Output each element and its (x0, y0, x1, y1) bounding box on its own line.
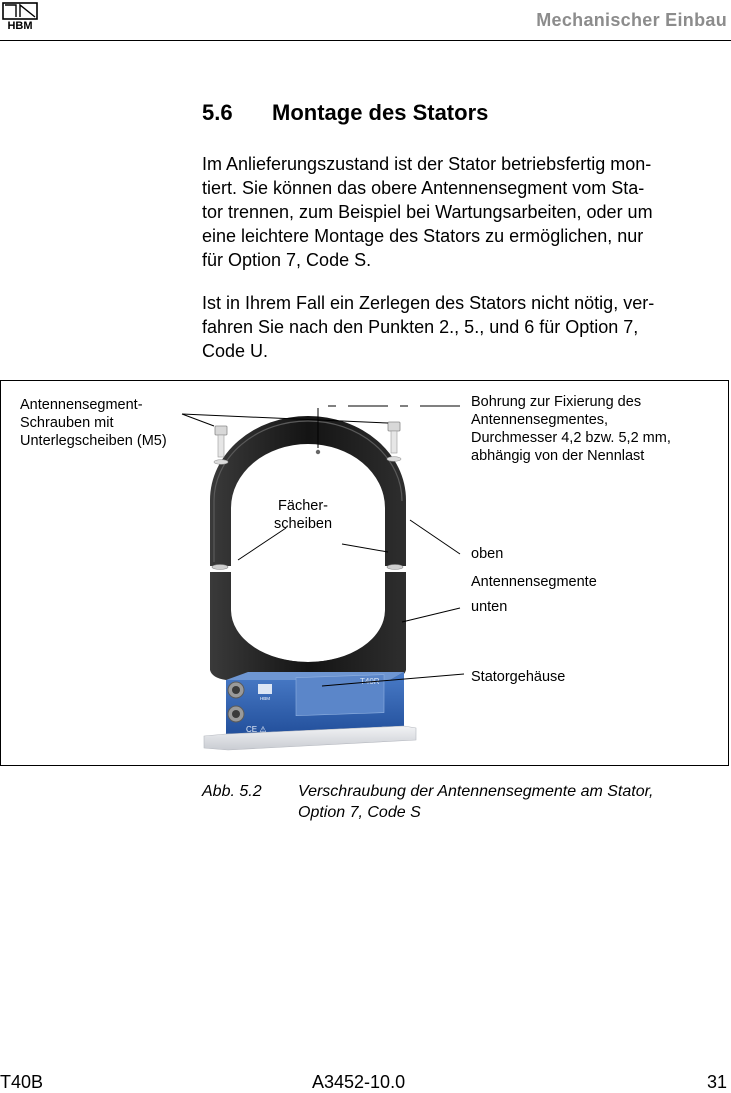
leader-screws-left (182, 414, 214, 426)
label-line: Schrauben mit (20, 415, 114, 431)
label-line: Unterlegscheiben (M5) (20, 433, 167, 449)
label-bottom: unten (471, 599, 508, 615)
fixing-bore (316, 450, 320, 454)
connector-lower (228, 706, 244, 722)
upper-antenna-segment (210, 416, 406, 566)
label-stator-housing: Statorgehäuse (471, 669, 566, 685)
ce-mark-text: CE ⚠ (246, 725, 267, 734)
footer-product: T40B (0, 1072, 44, 1092)
header-title: Mechanischer Einbau (536, 10, 727, 30)
paragraph-line: tor trennen, zum Beispiel bei Wartungsarbeiten, oder um (202, 202, 653, 222)
footer-document-number: A3452-10.0 (312, 1072, 406, 1092)
paragraph-line: fahren Sie nach den Punkten 2., 5., und 6 für Option 7, (202, 317, 639, 337)
paragraph-line: eine leichtere Montage des Stators zu ermöglichen, nur (202, 226, 644, 246)
label-line: Bohrung zur Fixierung des (471, 394, 642, 410)
hbm-logo-text: HBM (7, 20, 33, 30)
leader-bottom-segment (402, 608, 460, 622)
header-divider (0, 40, 731, 41)
label-line: scheiben (274, 516, 333, 532)
paragraph-line: Ist in Ihrem Fall ein Zerlegen des Stators nicht nötig, ver- (202, 293, 655, 313)
label-top: oben (471, 546, 504, 562)
label-line: Durchmesser 4,2 bzw. 5,2 mm, (471, 430, 671, 446)
label-antenna-segments: Antennensegmente (471, 574, 597, 590)
label-line: Antennensegmentes, (471, 412, 609, 428)
section-heading (202, 100, 488, 126)
caption-line: Verschraubung der Antennensegmente am Stator, (298, 783, 654, 800)
paragraph-line: für Option 7, Code S. (202, 250, 372, 270)
paragraph-line: Code U. (202, 341, 269, 361)
housing-brand-badge (258, 684, 272, 694)
caption-line: Option 7, Code S (298, 804, 421, 821)
connector-upper (228, 682, 244, 698)
label-line: Fächer- (278, 498, 328, 514)
page-number: 31 (706, 1072, 727, 1092)
caption-label: Abb. 5.2 (202, 783, 262, 800)
section-number: 5.6 (202, 100, 233, 125)
leader-top-segment (410, 520, 460, 554)
label-antenna-screws (20, 396, 167, 450)
hbm-logo (2, 2, 38, 30)
housing-model-text: T40R (360, 677, 380, 686)
paragraph-line: Im Anlieferungszustand ist der Stator betriebsfertig mon- (202, 154, 652, 174)
section-title: Montage des Stators (272, 100, 489, 125)
washer-right (387, 565, 403, 570)
housing-brand-text: HBM (260, 696, 270, 701)
label-fan-washers (274, 497, 332, 533)
label-line: abhängig von der Nennlast (471, 448, 645, 464)
paragraph-delivery-state (202, 152, 728, 272)
caption-text (298, 781, 653, 823)
paragraph-disassembly (202, 291, 728, 363)
leader-washer-right (342, 544, 388, 552)
paragraph-line: tiert. Sie können das obere Antennensegment vom Sta- (202, 178, 645, 198)
label-line: Antennensegment- (20, 397, 143, 413)
label-fixing-bore (471, 393, 671, 465)
washer-left (212, 565, 228, 570)
